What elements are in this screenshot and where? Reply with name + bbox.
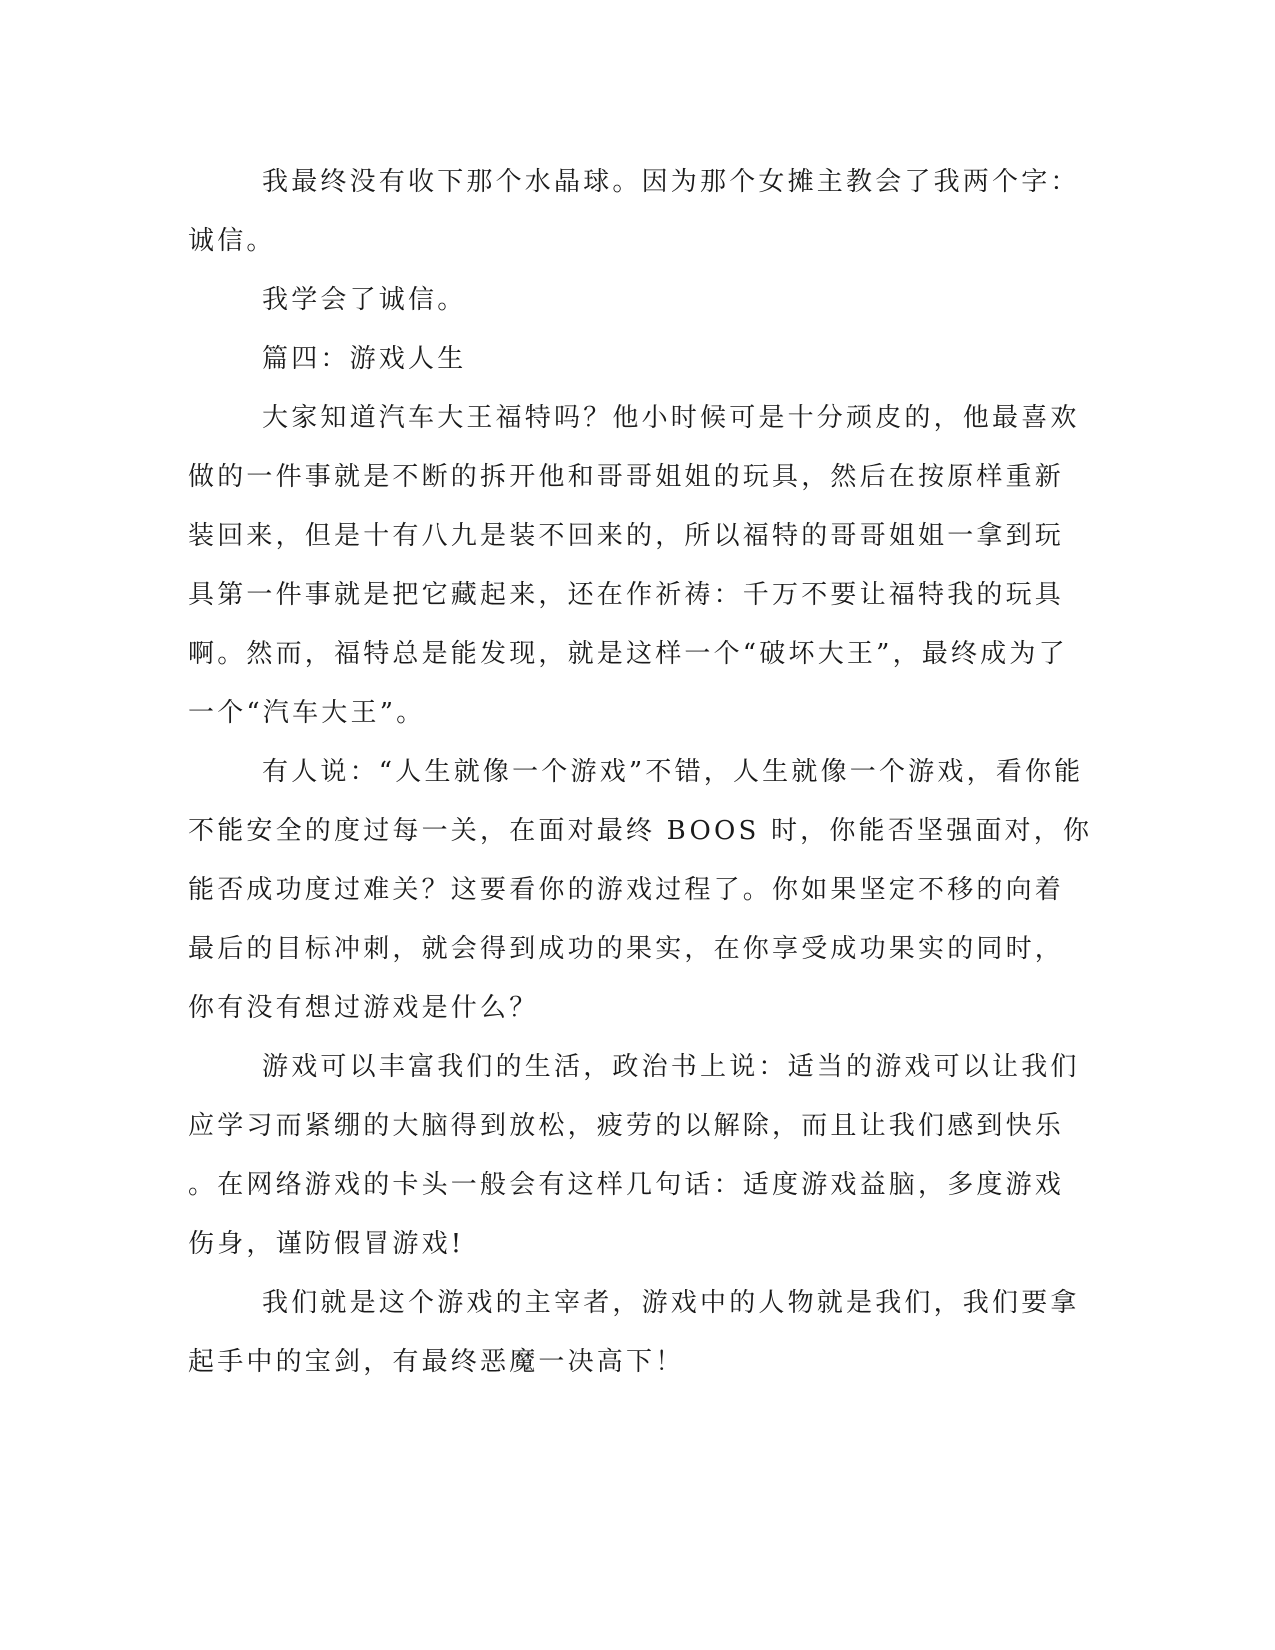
section-heading: 篇四：游戏人生 [262, 344, 467, 374]
text-line: 一个“汽车大王”。 [188, 698, 426, 728]
text-line: 装回来，但是十有八九是装不回来的，所以福特的哥哥姐姐一拿到玩 [188, 521, 1065, 551]
text-line: 能否成功度过难关？这要看你的游戏过程了。你如果坚定不移的向着 [188, 875, 1065, 905]
text-line: 诚信。 [188, 226, 276, 256]
text-line: 有人说：“人生就像一个游戏”不错，人生就像一个游戏，看你能 [262, 757, 1084, 787]
text-line: 啊。然而，福特总是能发现，就是这样一个“破坏大王”，最终成为了 [188, 639, 1068, 669]
text-line: 我学会了诚信。 [262, 285, 467, 315]
text-line: 我最终没有收下那个水晶球。因为那个女摊主教会了我两个字： [262, 167, 1080, 197]
text-line: 不能安全的度过每一关，在面对最终 BOOS 时，你能否坚强面对，你 [188, 816, 1093, 846]
text-line: 。在网络游戏的卡头一般会有这样几句话：适度游戏益脑，多度游戏 [188, 1170, 1065, 1200]
text-line: 应学习而紧绷的大脑得到放松，疲劳的以解除，而且让我们感到快乐 [188, 1111, 1065, 1141]
text-line: 起手中的宝剑，有最终恶魔一决高下！ [188, 1347, 685, 1377]
text-line: 最后的目标冲刺，就会得到成功的果实，在你享受成功果实的同时， [188, 934, 1065, 964]
text-line: 大家知道汽车大王福特吗？他小时候可是十分顽皮的，他最喜欢 [262, 403, 1080, 433]
text-line: 做的一件事就是不断的拆开他和哥哥姐姐的玩具，然后在按原样重新 [188, 462, 1065, 492]
text-line: 伤身，谨防假冒游戏! [188, 1229, 465, 1259]
text-line: 你有没有想过游戏是什么？ [188, 993, 539, 1023]
text-line: 具第一件事就是把它藏起来，还在作祈祷：千万不要让福特我的玩具 [188, 580, 1065, 610]
text-line: 我们就是这个游戏的主宰者，游戏中的人物就是我们，我们要拿 [262, 1288, 1080, 1318]
text-line: 游戏可以丰富我们的生活，政治书上说：适当的游戏可以让我们 [262, 1052, 1080, 1082]
